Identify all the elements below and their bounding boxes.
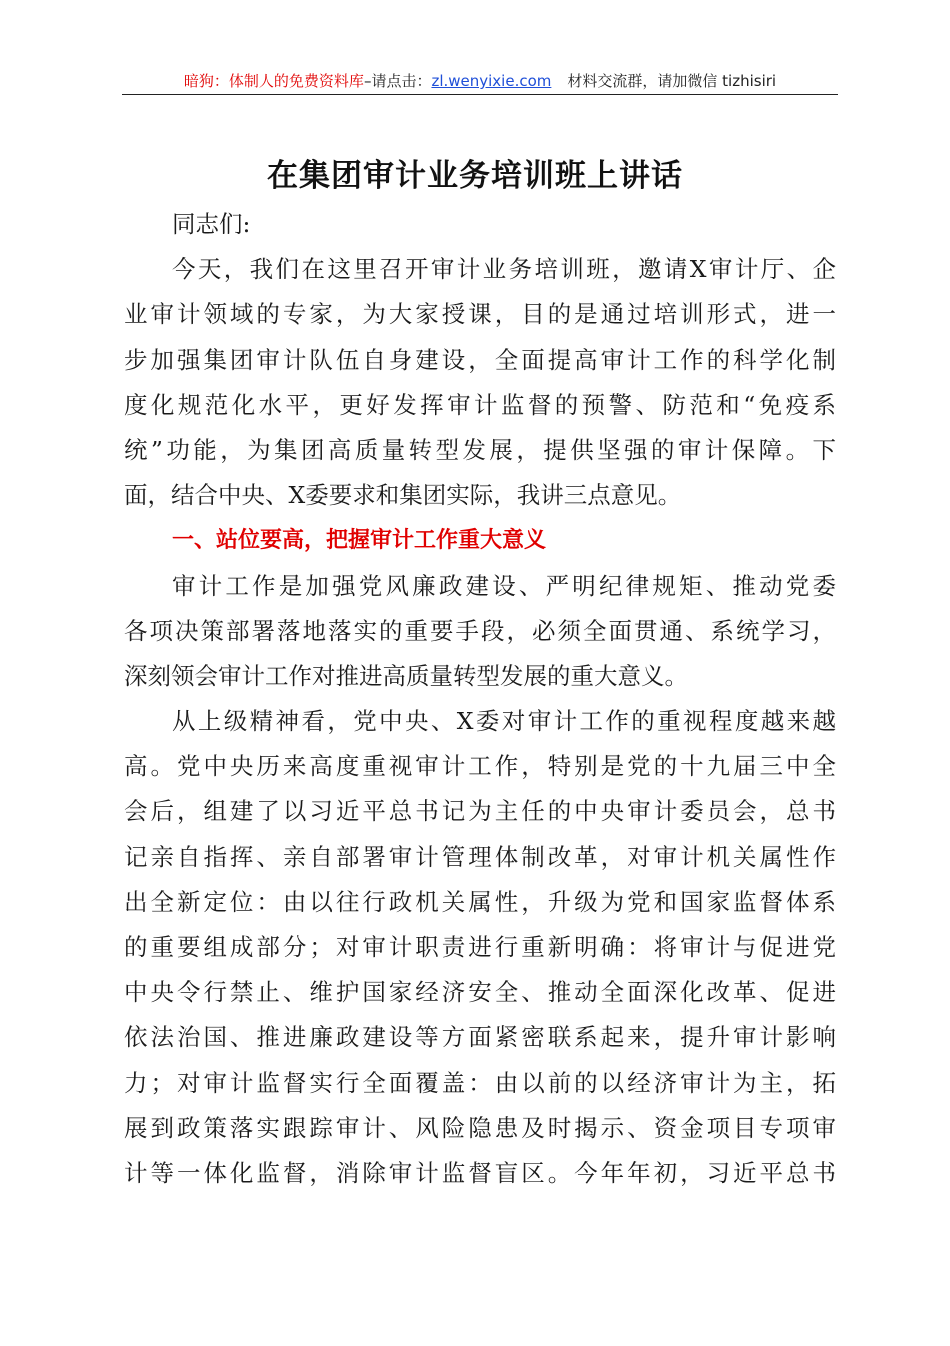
header-wechat-note: 材料交流群，请加微信 tizhisiri [567,72,777,90]
paragraph-line: 计等一体化监督，消除审计监督盲区。今年年初，习近平总书 [124,1158,836,1187]
paragraph-line: 步加强集团审计队伍自身建设，全面提高审计工作的科学化制 [124,345,836,374]
document-body [124,202,836,1196]
paragraph-line: 展到政策落实跟踪审计、风险隐患及时揭示、资金项目专项审 [124,1113,836,1142]
paragraph-line: 面，结合中央、X委要求和集团实际，我讲三点意见。 [124,481,682,510]
paragraph-line: 审计工作是加强党风廉政建设、严明纪律规矩、推动党委 [172,571,836,600]
paragraph-line: 出全新定位：由以往行政机关属性，升级为党和国家监督体系 [124,887,836,916]
salutation: 同志们: [172,210,251,238]
header-click-prompt: –请点击： [363,72,432,90]
paragraph-line: 深刻领会审计工作对推进高质量转型发展的重大意义。 [124,661,688,690]
paragraph-line: 各项决策部署落地落实的重要手段，必须全面贯通、系统学习， [124,616,836,645]
paragraph-line: 度化规范化水平，更好发挥审计监督的预警、防范和“免疫系 [124,390,836,419]
paragraph-line: 会后，组建了以习近平总书记为主任的中央审计委员会，总书 [124,797,836,826]
paragraph-line: 今天，我们在这里召开审计业务培训班，邀请X审计厅、企 [172,255,836,284]
header-link[interactable]: zl.wenyixie.com [431,72,552,90]
paragraph-line: 统”功能，为集团高质量转型发展，提供坚强的审计保障。下 [124,435,836,464]
paragraph-line: 业审计领域的专家，为大家授课，目的是通过培训形式，进一 [124,300,836,329]
paragraph-line: 力；对审计监督实行全面覆盖：由以前的以经济审计为主，拓 [124,1068,836,1097]
paragraph-line: 记亲自指挥、亲自部署审计管理体制改革，对审计机关属性作 [124,842,836,871]
paragraph-line: 从上级精神看，党中央、X委对审计工作的重视程度越来越 [172,707,836,736]
paragraph-line: 依法治国、推进廉政建设等方面紧密联系起来，提升审计影响 [124,1023,836,1052]
page-header [122,70,838,95]
header-brand: 暗狗：体制人的免费资料库 [183,72,364,90]
document-title: 在集团审计业务培训班上讲话 [267,158,683,194]
paragraph-line: 高。党中央历来高度重视审计工作，特别是党的十九届三中全 [124,752,836,781]
section-heading: 一、站位要高，把握审计工作重大意义 [172,528,547,554]
paragraph-line: 中央令行禁止、维护国家经济安全、推动全面深化改革、促进 [124,978,836,1007]
paragraph-line: 的重要组成部分；对审计职责进行重新明确：将审计与促进党 [124,933,836,961]
